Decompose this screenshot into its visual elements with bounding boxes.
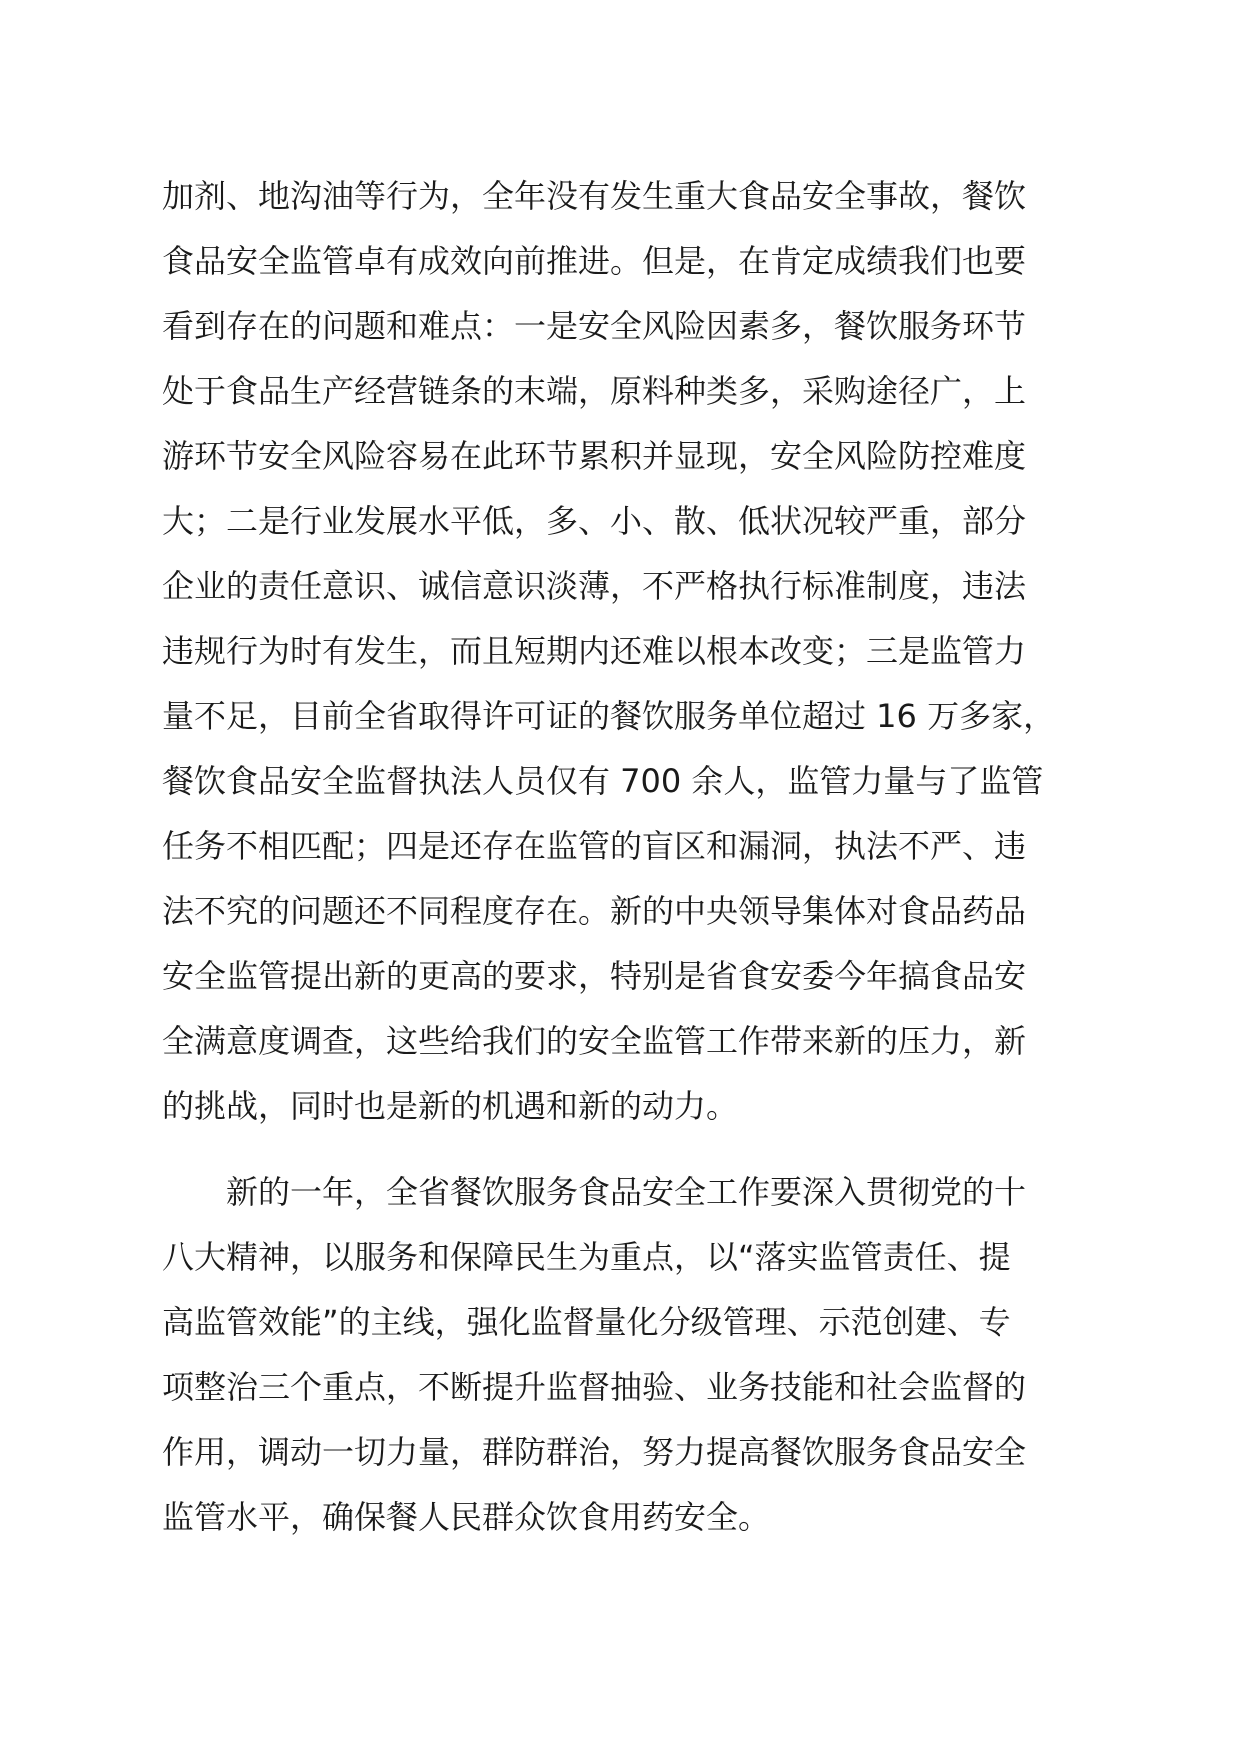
- text-line: 看到存在的问题和难点：一是安全风险因素多，餐饮服务环节: [162, 307, 1027, 345]
- text-line: 加剂、地沟油等行为，全年没有发生重大食品安全事故，餐饮: [162, 177, 1027, 215]
- text-line: 安全监管提出新的更高的要求，特别是省食安委今年搞食品安: [162, 957, 1027, 995]
- text-line: 任务不相匹配；四是还存在监管的盲区和漏洞，执法不严、违: [162, 827, 1027, 865]
- text-line: 高监管效能”的主线，强化监督量化分级管理、示范创建、专: [162, 1303, 1011, 1341]
- text-line: 全满意度调查，这些给我们的安全监管工作带来新的压力，新: [162, 1022, 1027, 1060]
- text-line: 法不究的问题还不同程度存在。新的中央领导集体对食品药品: [162, 892, 1027, 930]
- text-line: 项整治三个重点，不断提升监督抽验、业务技能和社会监督的: [162, 1368, 1027, 1406]
- text-line: 量不足，目前全省取得许可证的餐饮服务单位超过 16 万多家，: [162, 697, 1056, 735]
- body-paragraph-2: [162, 1160, 1092, 1550]
- text-line: 新的一年，全省餐饮服务食品安全工作要深入贯彻党的十: [162, 1173, 1027, 1211]
- text-line: 违规行为时有发生，而且短期内还难以根本改变；三是监管力: [162, 632, 1027, 670]
- text-line: 大；二是行业发展水平低，多、小、散、低状况较严重，部分: [162, 502, 1027, 540]
- text-line: 餐饮食品安全监督执法人员仅有 700 余人，监管力量与了监管: [162, 762, 1044, 800]
- body-paragraph-1: [162, 164, 1092, 1139]
- text-line: 作用，调动一切力量，群防群治，努力提高餐饮服务食品安全: [162, 1433, 1027, 1471]
- text-line: 处于食品生产经营链条的末端，原料种类多，采购途径广，上: [162, 372, 1027, 410]
- text-line: 企业的责任意识、诚信意识淡薄，不严格执行标准制度，违法: [162, 567, 1027, 605]
- text-line: 食品安全监管卓有成效向前推进。但是，在肯定成绩我们也要: [162, 242, 1027, 280]
- text-line: 八大精神，以服务和保障民生为重点，以“落实监管责任、提: [162, 1238, 1011, 1276]
- text-line: 监管水平，确保餐人民群众饮食用药安全。: [162, 1498, 771, 1536]
- text-line: 的挑战，同时也是新的机遇和新的动力。: [162, 1087, 739, 1125]
- text-line: 游环节安全风险容易在此环节累积并显现，安全风险防控难度: [162, 437, 1027, 475]
